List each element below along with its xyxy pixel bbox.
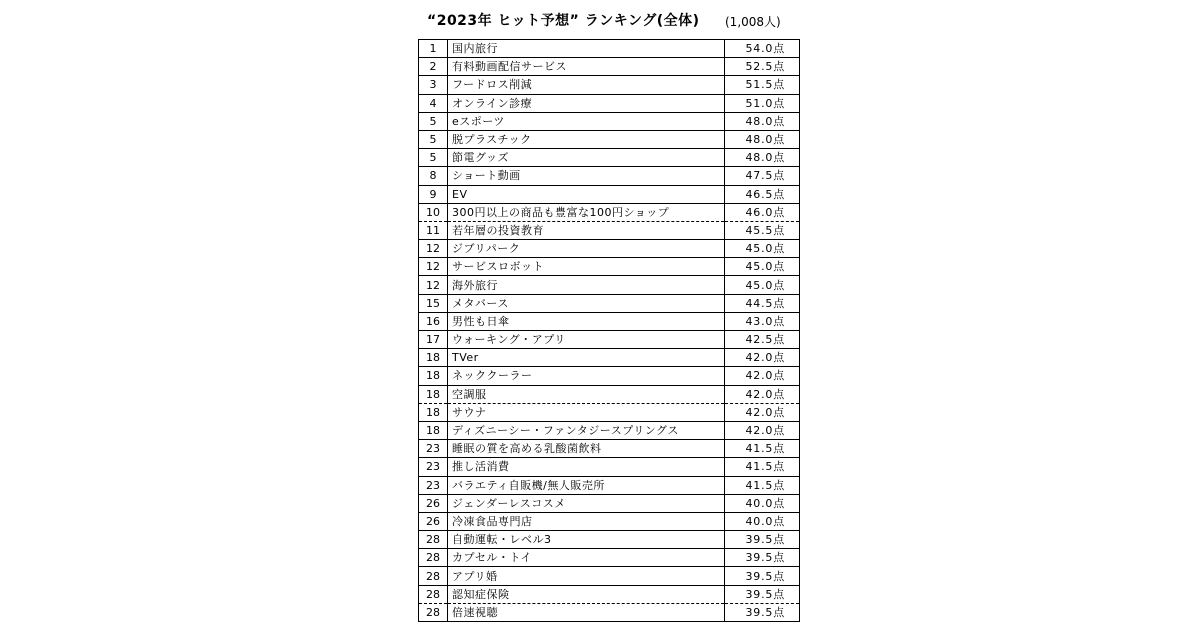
- score-cell: 42.5点: [725, 331, 800, 349]
- rank-cell: 28: [419, 531, 448, 549]
- rank-cell: 12: [419, 240, 448, 258]
- item-cell: 認知症保険: [448, 585, 725, 603]
- item-cell: バラエティ自販機/無人販売所: [448, 476, 725, 494]
- rank-cell: 9: [419, 185, 448, 203]
- rank-cell: 1: [419, 40, 448, 58]
- score-cell: 44.5点: [725, 294, 800, 312]
- item-cell: 若年層の投資教育: [448, 221, 725, 239]
- table-row: [419, 531, 800, 549]
- item-cell: 脱プラスチック: [448, 130, 725, 148]
- rank-cell: 12: [419, 258, 448, 276]
- score-cell: 45.0点: [725, 240, 800, 258]
- table-row: [419, 385, 800, 403]
- score-cell: 40.0点: [725, 512, 800, 530]
- ranking-table-body: [419, 40, 800, 622]
- rank-cell: 5: [419, 112, 448, 130]
- rank-cell: 23: [419, 458, 448, 476]
- table-row: [419, 203, 800, 221]
- item-cell: 男性も日傘: [448, 312, 725, 330]
- table-row: [419, 167, 800, 185]
- item-cell: 国内旅行: [448, 40, 725, 58]
- rank-cell: 26: [419, 512, 448, 530]
- table-row: [419, 76, 800, 94]
- score-cell: 51.0点: [725, 94, 800, 112]
- score-cell: 41.5点: [725, 440, 800, 458]
- item-cell: フードロス削減: [448, 76, 725, 94]
- item-cell: 節電グッズ: [448, 149, 725, 167]
- item-cell: EV: [448, 185, 725, 203]
- table-row: [419, 40, 800, 58]
- table-row: [419, 130, 800, 148]
- table-row: [419, 367, 800, 385]
- score-cell: 48.0点: [725, 130, 800, 148]
- rank-cell: 23: [419, 476, 448, 494]
- table-row: [419, 403, 800, 421]
- score-cell: 42.0点: [725, 367, 800, 385]
- score-cell: 41.5点: [725, 458, 800, 476]
- item-cell: 空調服: [448, 385, 725, 403]
- score-cell: 43.0点: [725, 312, 800, 330]
- rank-cell: 17: [419, 331, 448, 349]
- table-row: [419, 512, 800, 530]
- rank-cell: 18: [419, 403, 448, 421]
- table-row: [419, 258, 800, 276]
- table-row: [419, 240, 800, 258]
- rank-cell: 11: [419, 221, 448, 239]
- rank-cell: 18: [419, 349, 448, 367]
- item-cell: メタバース: [448, 294, 725, 312]
- rank-cell: 5: [419, 149, 448, 167]
- item-cell: ショート動画: [448, 167, 725, 185]
- table-row: [419, 185, 800, 203]
- score-cell: 39.5点: [725, 567, 800, 585]
- score-cell: 39.5点: [725, 585, 800, 603]
- score-cell: 48.0点: [725, 112, 800, 130]
- item-cell: 倍速視聴: [448, 603, 725, 621]
- table-row: [419, 221, 800, 239]
- table-row: [419, 585, 800, 603]
- table-row: [419, 149, 800, 167]
- item-cell: eスポーツ: [448, 112, 725, 130]
- score-cell: 39.5点: [725, 531, 800, 549]
- item-cell: ウォーキング・アプリ: [448, 331, 725, 349]
- item-cell: 自動運転・レベル3: [448, 531, 725, 549]
- item-cell: ジブリパーク: [448, 240, 725, 258]
- table-row: [419, 331, 800, 349]
- score-cell: 54.0点: [725, 40, 800, 58]
- score-cell: 46.5点: [725, 185, 800, 203]
- table-row: [419, 58, 800, 76]
- score-cell: 39.5点: [725, 603, 800, 621]
- rank-cell: 15: [419, 294, 448, 312]
- score-cell: 39.5点: [725, 549, 800, 567]
- rank-cell: 28: [419, 549, 448, 567]
- item-cell: 冷凍食品専門店: [448, 512, 725, 530]
- score-cell: 42.0点: [725, 403, 800, 421]
- score-cell: 46.0点: [725, 203, 800, 221]
- item-cell: サービスロボット: [448, 258, 725, 276]
- table-row: [419, 112, 800, 130]
- table-row: [419, 440, 800, 458]
- rank-cell: 28: [419, 603, 448, 621]
- item-cell: 推し活消費: [448, 458, 725, 476]
- table-row: [419, 294, 800, 312]
- score-cell: 52.5点: [725, 58, 800, 76]
- score-cell: 51.5点: [725, 76, 800, 94]
- table-row: [419, 349, 800, 367]
- item-cell: 300円以上の商品も豊富な100円ショップ: [448, 203, 725, 221]
- table-row: [419, 476, 800, 494]
- rank-cell: 26: [419, 494, 448, 512]
- item-cell: ディズニーシー・ファンタジースプリングス: [448, 421, 725, 439]
- item-cell: オンライン診療: [448, 94, 725, 112]
- respondent-count: (1,008人): [725, 15, 781, 29]
- rank-cell: 5: [419, 130, 448, 148]
- item-cell: ジェンダーレスコスメ: [448, 494, 725, 512]
- table-row: [419, 421, 800, 439]
- rank-cell: 12: [419, 276, 448, 294]
- table-row: [419, 603, 800, 621]
- score-cell: 45.5点: [725, 221, 800, 239]
- rank-cell: 3: [419, 76, 448, 94]
- rank-cell: 10: [419, 203, 448, 221]
- rank-cell: 8: [419, 167, 448, 185]
- rank-cell: 23: [419, 440, 448, 458]
- item-cell: 睡眠の質を高める乳酸菌飲料: [448, 440, 725, 458]
- score-cell: 45.0点: [725, 276, 800, 294]
- table-row: [419, 494, 800, 512]
- rank-cell: 28: [419, 567, 448, 585]
- rank-cell: 16: [419, 312, 448, 330]
- rank-cell: 2: [419, 58, 448, 76]
- table-row: [419, 458, 800, 476]
- score-cell: 48.0点: [725, 149, 800, 167]
- item-cell: アプリ婚: [448, 567, 725, 585]
- table-row: [419, 312, 800, 330]
- table-row: [419, 94, 800, 112]
- item-cell: サウナ: [448, 403, 725, 421]
- page-title: “2023年 ヒット予想” ランキング(全体): [427, 13, 700, 29]
- item-cell: カプセル・トイ: [448, 549, 725, 567]
- item-cell: ネッククーラー: [448, 367, 725, 385]
- score-cell: 42.0点: [725, 385, 800, 403]
- table-row: [419, 549, 800, 567]
- table-row: [419, 276, 800, 294]
- score-cell: 42.0点: [725, 349, 800, 367]
- score-cell: 41.5点: [725, 476, 800, 494]
- score-cell: 45.0点: [725, 258, 800, 276]
- rank-cell: 18: [419, 385, 448, 403]
- rank-cell: 18: [419, 367, 448, 385]
- title-row: [418, 10, 808, 32]
- score-cell: 42.0点: [725, 421, 800, 439]
- rank-cell: 28: [419, 585, 448, 603]
- table-row: [419, 567, 800, 585]
- score-cell: 47.5点: [725, 167, 800, 185]
- item-cell: 海外旅行: [448, 276, 725, 294]
- ranking-table: [418, 39, 800, 622]
- score-cell: 40.0点: [725, 494, 800, 512]
- rank-cell: 18: [419, 421, 448, 439]
- item-cell: TVer: [448, 349, 725, 367]
- item-cell: 有料動画配信サービス: [448, 58, 725, 76]
- rank-cell: 4: [419, 94, 448, 112]
